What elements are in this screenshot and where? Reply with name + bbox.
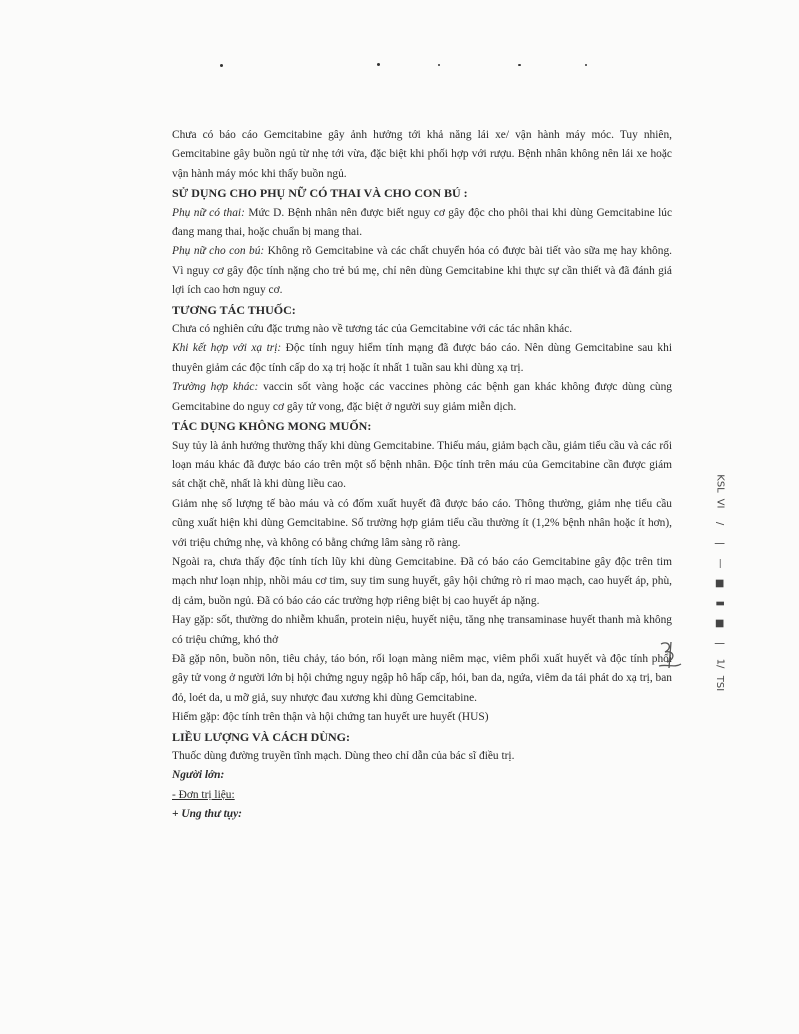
scan-speck [438,64,440,66]
paragraph-breastfeeding [172,242,672,300]
label-breastfeeding: Phụ nữ cho con bú: [172,245,265,258]
subheading-monotherapy: - Đơn trị liệu: [172,788,235,801]
label-other-cases: Trường hợp khác: [172,381,259,394]
paragraph-interactions: Chưa có nghiên cứu đặc trưng nào về tương tác của Gemcitabine với các tác nhân khác. [172,323,573,336]
margin-mark: KSL [714,474,726,493]
scan-speck [377,63,380,66]
margin-stamp-marks [708,474,732,692]
paragraph-observed: Đã gặp nôn, buồn nôn, tiêu chảy, táo bón, rối loạn màng niêm mạc, viêm phổi xuất huyết và độc tính phổi gây tử vong ở người lớn bị hội chứng nguy ngập hô hấp cấp, hói, ban da, ngứa, viêm da tái phát do xạ trị, ban đỏ, loét da, u mỡ giả, suy nhược đau xương khi dùng Gemcitabine. [172,652,672,704]
scan-speck [220,64,223,67]
paragraph-route: Thuốc dùng đường truyền tĩnh mạch. Dùng theo chỉ dẫn của bác sĩ điều trị. [172,750,515,762]
paragraph-pregnant [172,204,672,243]
document-body [172,126,672,825]
text-pregnant: Mức D. Bệnh nhân nên được biết nguy cơ gây độc cho phôi thai khi dùng Gemcitabine lúc đang mang thai, hoặc chuẩn bị mang thai. [172,206,672,239]
subheading-pancreatic-cancer: + Ung thư tụy: [172,808,242,821]
subheading-adults: Người lớn: [172,769,225,782]
margin-mark: ■ [714,578,726,589]
heading-side-effects: TÁC DỤNG KHÔNG MONG MUỐN: [172,419,372,434]
margin-mark: | [714,541,726,546]
heading-interactions: TƯƠNG TÁC THUỐC: [172,302,296,317]
text-radiotherapy: Độc tính nguy hiểm tính mạng đã được báo cáo. Nên dùng Gemcitabine sau khi thuyên giảm các độc tính cấp do xạ trị hoặc ít nhất 1 tuần sau khi dùng xạ trị. [172,342,672,374]
margin-mark: ▮ [714,600,726,607]
handwritten-signature [655,638,685,672]
paragraph-other-cases [172,378,672,417]
paragraph-myelosuppression: Suy tủy là ảnh hưởng thường thấy khi dùng Gemcitabine. Thiếu máu, giảm bạch cầu, giảm tiểu cầu và các rối loạn máu khác đã được báo cáo trên một số bệnh nhân. Độc tính trên máu của Gemcitabine cần được giám sát chặt chẽ, nhất là khi dùng liều cao. [172,439,672,491]
paragraph-common: Hay gặp: sốt, thường do nhiễm khuẩn, protein niệu, huyết niệu, tăng nhẹ transaminase huyết thanh mà không có triệu chứng, khó thở [172,614,672,646]
paragraph-radiotherapy [172,339,672,378]
text-breastfeeding: Không rõ Gemcitabine và các chất chuyển hóa có được bài tiết vào sữa mẹ hay không. Vì nguy cơ gây độc tính nặng cho trẻ bú mẹ, chỉ nên dùng Gemcitabine khi thực sự cần thiết và đã đánh giá lợi ích cao hơn nguy cơ. [172,245,672,297]
label-radiotherapy: Khi kết hợp với xạ trị: [172,342,282,355]
margin-mark: — [714,558,726,569]
text-other-cases: vaccin sốt vàng hoặc các vaccines phòng các bệnh gan khác không được dùng cùng Gemcitabine do nguy cơ gây tử vong, đặc biệt ở người suy giảm miễn dịch. [172,381,673,413]
margin-mark: VI [714,498,726,509]
label-pregnant: Phụ nữ có thai: [172,206,245,219]
margin-mark: / [714,521,726,526]
heading-dosage: LIỀU LƯỢNG VÀ CÁCH DÙNG: [172,729,351,744]
scan-speck [518,64,521,66]
margin-mark: ■ [714,618,726,629]
margin-mark: 1/ [714,658,726,669]
heading-pregnancy: SỬ DỤNG CHO PHỤ NỮ CÓ THAI VÀ CHO CON BÚ : [172,186,468,201]
paragraph-cardiac: Ngoài ra, chưa thấy độc tính tích lũy khi dùng Gemcitabine. Đã có báo cáo Gemcitabine gây độc trên tim mạch như loạn nhịp, nhồi máu cơ tim, suy tim sung huyết, gây hội chứng rò rỉ mao mạch, cao huyết áp, phù, dị cảm, buồn ngủ. Đã có báo cáo các trường hợp riêng biệt bị cao huyết áp nặng. [172,555,672,607]
paragraph-rare: Hiếm gặp: độc tính trên thận và hội chứng tan huyết ure huyết (HUS) [172,711,489,724]
paragraph-platelets: Giảm nhẹ số lượng tế bào máu và có đốm xuất huyết đã được báo cáo. Thông thường, giảm nhẹ tiểu cầu cũng xuất hiện khi dùng Gemcitabine. Số trường hợp giảm tiểu cầu thường ít (1,2% bệnh nhân hoặc ít hơn), với triệu chứng nhẹ, và không có bằng chứng lâm sàng rõ ràng. [172,497,672,549]
scan-speck [585,64,587,66]
margin-mark: | [714,641,726,646]
paragraph-driving: Chưa có báo cáo Gemcitabine gây ảnh hưởng tới khả năng lái xe/ vận hành máy móc. Tuy nhiên, Gemcitabine gây buồn ngủ từ nhẹ tới vừa, đặc biệt khi phối hợp với rượu. Bệnh nhân không nên lái xe hoặc vận hành máy móc khi thấy buồn ngủ. [172,129,672,180]
margin-mark: TSI [714,675,726,692]
